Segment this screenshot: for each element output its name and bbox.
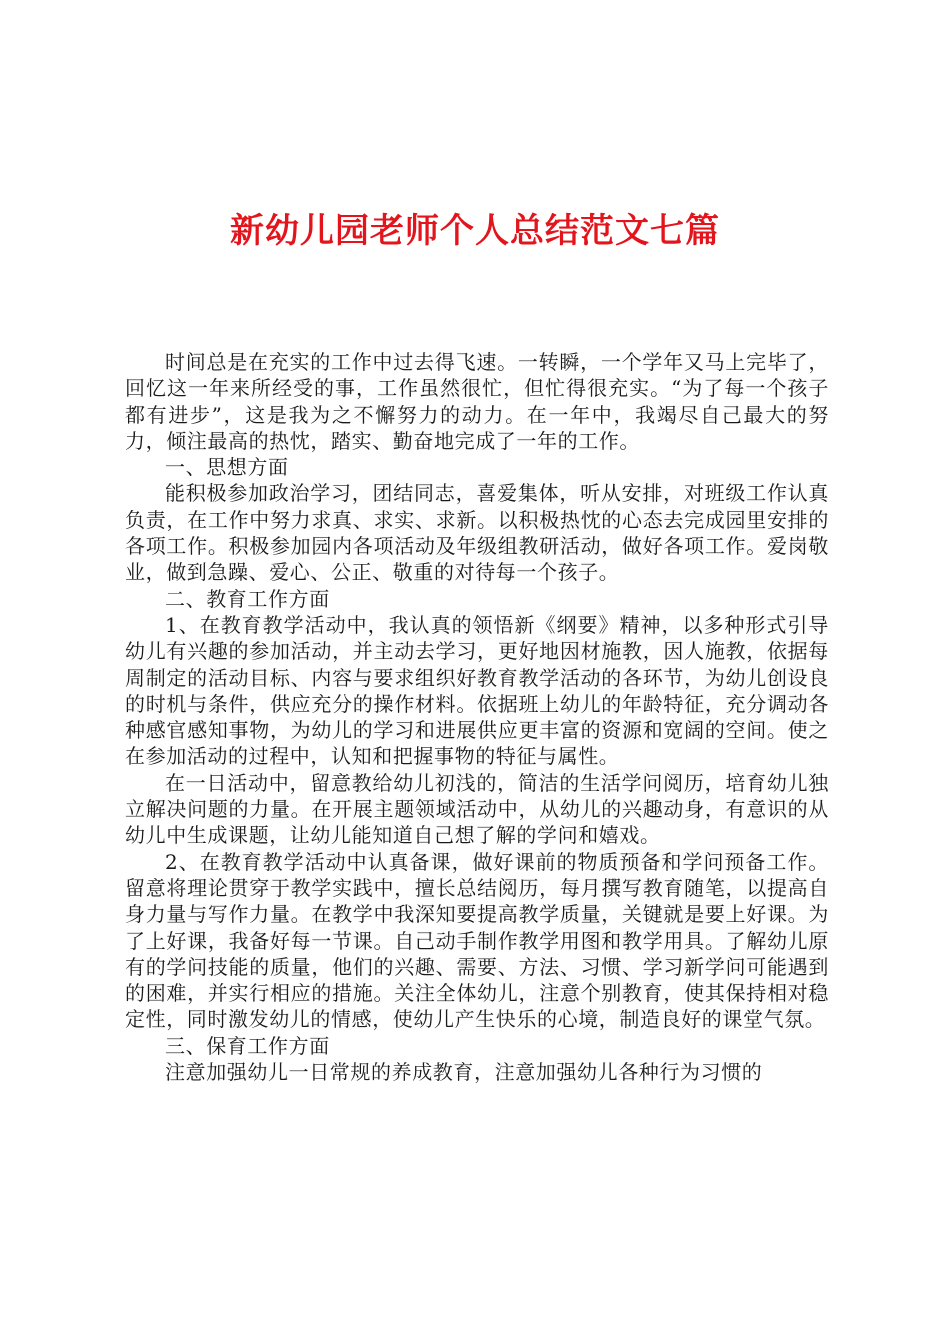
education-paragraph-1: 1、在教育教学活动中，我认真的领悟新《纲要》精神，以多种形式引导幼儿有兴趣的参加活动，并主动去学习，更好地因材施教，因人施教，依据每周制定的活动目标、内容与要求组织好教育教学活动的各环节，为幼儿创设良的时机与条件，供应充分的操作材料。依据班上幼儿的年龄特征，充分调动各种感官感知事物，为幼儿的学习和进展供应更丰富的资源和宽阔的空间。使之在参加活动的过程中，认知和把握事物的特征与属性。 [125, 612, 829, 769]
thought-paragraph: 能积极参加政治学习，团结同志，喜爱集体，听从安排，对班级工作认真负责，在工作中努力求真、求实、求新。以积极热忱的心态去完成园里安排的各项工作。积极参加园内各项活动及年级组教研活动，做好各项工作。爱岗敬业，做到急躁、爱心、公正、敬重的对待每一个孩子。 [125, 481, 829, 585]
care-paragraph: 注意加强幼儿一日常规的养成教育，注意加强幼儿各种行为习惯的 [165, 1060, 763, 1085]
education-paragraph-2: 在一日活动中，留意教给幼儿初浅的，简洁的生活学问阅历，培育幼儿独立解决问题的力量。在开展主题领域活动中，从幼儿的兴趣动身，有意识的从幼儿中生成课题，让幼儿能知道自己想了解的学问和嬉戏。 [125, 770, 829, 848]
education-paragraph-3: 2、在教育教学活动中认真备课，做好课前的物质预备和学问预备工作。留意将理论贯穿于教学实践中，擅长总结阅历，每月撰写教育随笔，以提高自身力量与写作力量。在教学中我深知要提高教学质量，关键就是要上好课。为了上好课，我备好每一节课。自己动手制作教学用图和教学用具。了解幼儿原有的学问技能的质量，他们的兴趣、需要、方法、习惯、学习新学问可能遇到的困难，并实行相应的措施。关注全体幼儿，注意个别教育，使其保持相对稳定性，同时激发幼儿的情感，使幼儿产生快乐的心境，制造良好的课堂气氛。 [125, 849, 829, 1032]
section-heading-care: 三、保育工作方面 [165, 1033, 330, 1058]
document-body [125, 349, 829, 1085]
document-title: 新幼儿园老师个人总结范文七篇 [230, 211, 720, 251]
intro-paragraph: 时间总是在充实的工作中过去得飞速。一转瞬，一个学年又马上完毕了，回忆这一年来所经受的事，工作虽然很忙，但忙得很充实。“为了每一个孩子都有进步”，这是我为之不懈努力的动力。在一年中，我竭尽自己最大的努力，倾注最高的热忱，踏实、勤奋地完成了一年的工作。 [125, 350, 829, 453]
section-heading-education: 二、教育工作方面 [165, 586, 330, 611]
section-heading-thought: 一、思想方面 [165, 455, 289, 480]
